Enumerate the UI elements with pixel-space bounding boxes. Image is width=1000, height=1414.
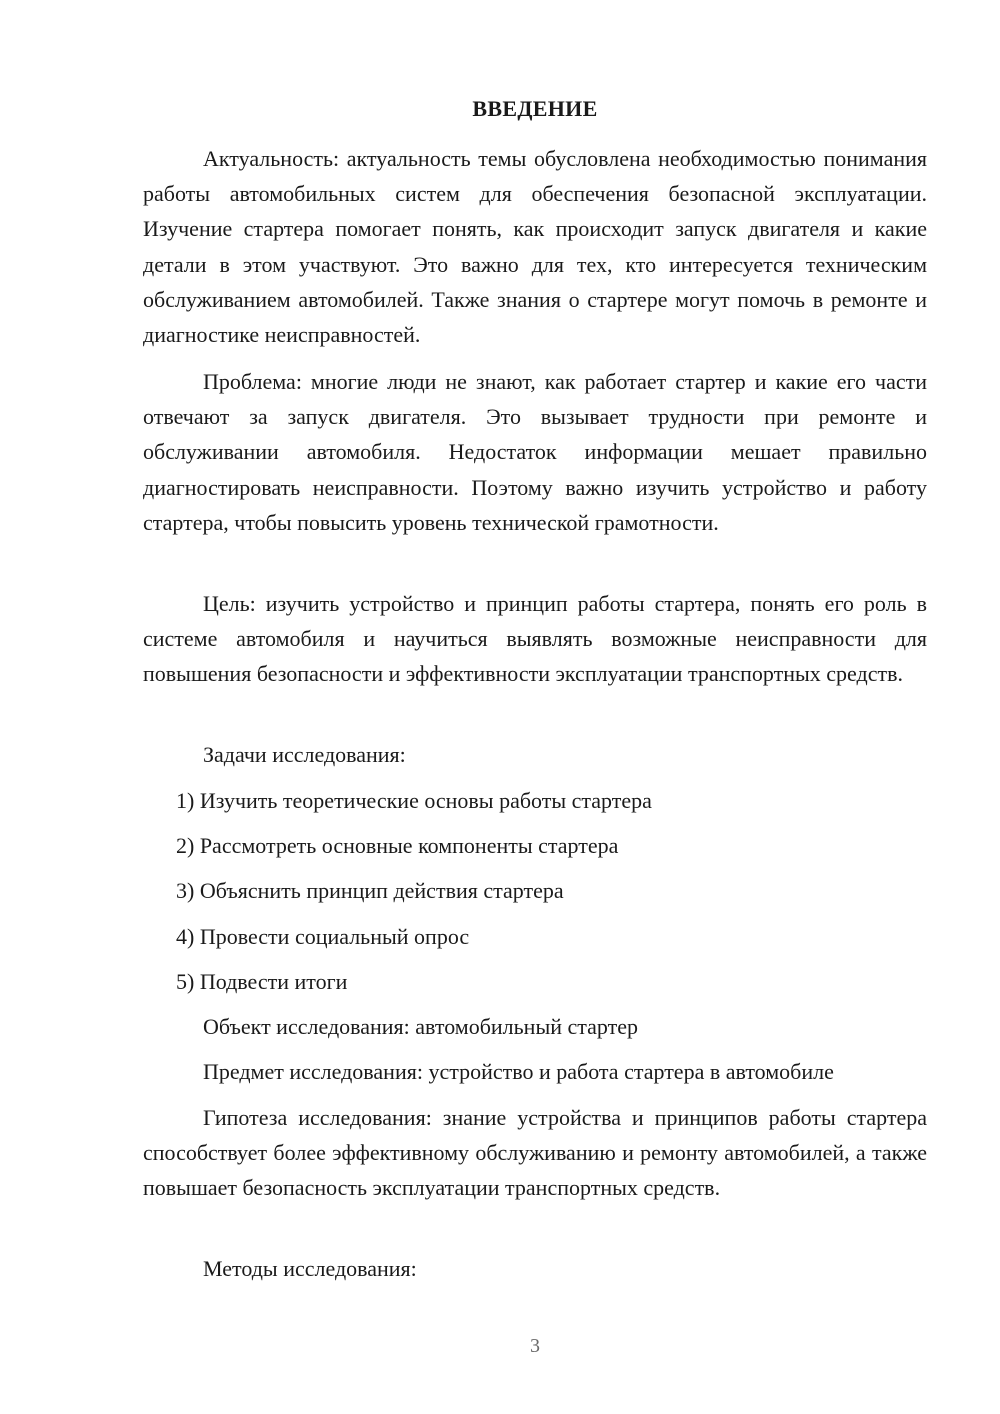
research-object: Объект исследования: автомобильный стартер — [203, 1014, 639, 1039]
page-title: ВВЕДЕНИЕ — [472, 96, 598, 121]
list-item: 5) Подвести итоги — [176, 969, 348, 994]
list-item: 2) Рассмотреть основные компоненты стартера — [176, 833, 619, 858]
tasks-title: Задачи исследования: — [203, 742, 406, 767]
goal-paragraph: Цель: изучить устройство и принцип работы стартера, понять его роль в системе автомобиля и научиться выявлять возможные неисправности для повышения безопасности и эффективности эксплуатации транспортных средств. — [143, 591, 927, 687]
relevance-paragraph: Актуальность: актуальность темы обусловлена необходимостью понимания работы автомобильных систем для обеспечения безопасной эксплуатации. Изучение стартера помогает понять, как происходит запуск двигателя и какие детали в этом участвуют. Это важно для тех, кто интересуется техническим обслуживанием автомобилей. Также знания о стартере могут помочь в ремонте и диагностике неисправностей. — [143, 146, 927, 348]
list-item: 3) Объяснить принцип действия стартера — [176, 878, 564, 903]
hypothesis-paragraph: Гипотеза исследования: знание устройства и принципов работы стартера способствует более эффективному обслуживанию и ремонту автомобилей, а также повышает безопасность эксплуатации транспортных средств. — [143, 1105, 927, 1201]
methods-title: Методы исследования: — [203, 1256, 417, 1281]
list-item: 1) Изучить теоретические основы работы стартера — [176, 788, 652, 813]
page-number: 3 — [530, 1335, 540, 1357]
research-subject: Предмет исследования: устройство и работа стартера в автомобиле — [203, 1059, 834, 1084]
list-item: 4) Провести социальный опрос — [176, 924, 470, 949]
problem-paragraph: Проблема: многие люди не знают, как работает стартер и какие его части отвечают за запуск двигателя. Это вызывает трудности при ремонте и обслуживании автомобиля. Недостаток информации мешает правильно диагностировать неисправности. Поэтому важно изучить устройство и работу стартера, чтобы повысить уровень технической грамотности. — [143, 369, 927, 535]
